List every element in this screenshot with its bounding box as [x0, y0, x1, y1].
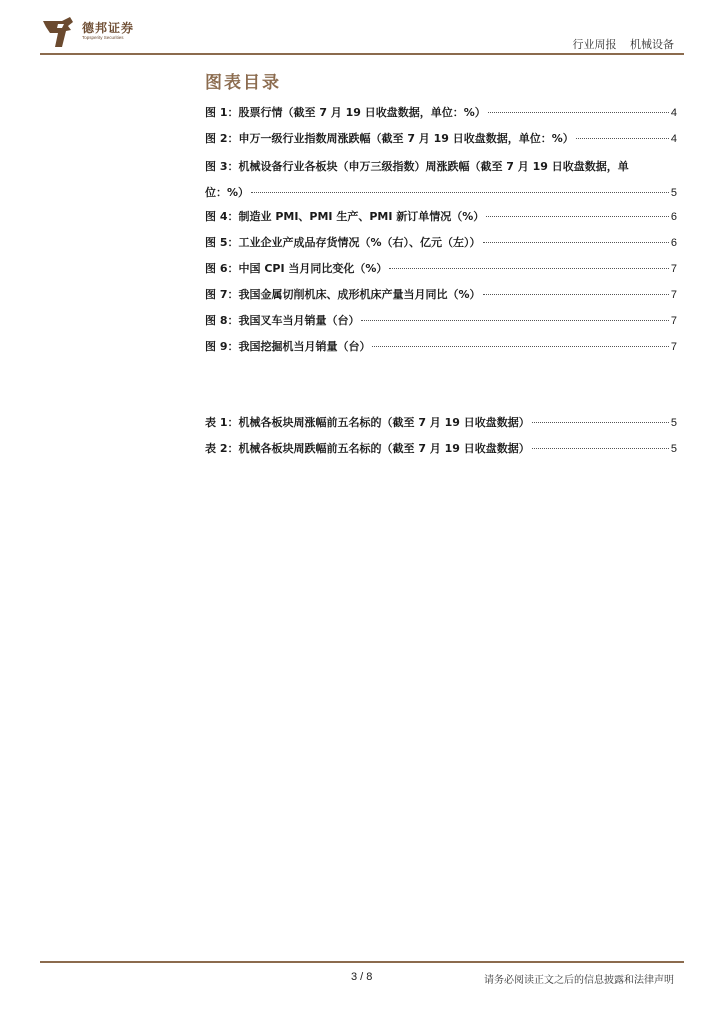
- toc-entry-text: 申万一级行业指数周涨跌幅（截至 7 月 19 日收盘数据，单位：%）: [238, 132, 574, 145]
- toc-title: 图表目录: [205, 73, 281, 93]
- toc-leader-dots: [576, 138, 669, 139]
- toc-entry-page: 7: [670, 341, 677, 353]
- toc-entry-label: 图 1：: [205, 106, 239, 119]
- toc-entry-page: 5: [670, 417, 677, 429]
- logo-text-en: Topsperity Securities: [82, 35, 124, 40]
- toc-entry-page: 6: [670, 237, 677, 249]
- toc-entry-label: 图 8：: [205, 314, 239, 327]
- toc-leader-dots: [486, 216, 669, 217]
- toc-entry-page: 7: [670, 315, 677, 327]
- figure-list: [205, 106, 677, 366]
- toc-entry-figure-9[interactable]: [205, 340, 677, 366]
- toc-entry-label: 图 6：: [205, 262, 239, 275]
- footer-divider: [40, 961, 684, 963]
- toc-entry-figure-3[interactable]: [205, 158, 677, 210]
- toc-entry-text: 我国挖掘机当月销量（台）: [238, 340, 371, 353]
- toc-entry-text: 机械各板块周涨幅前五名标的（截至 7 月 19 日收盘数据）: [238, 416, 530, 429]
- header-tags: [573, 36, 675, 52]
- toc-entry-text: 工业企业产成品存货情况（%（右）、亿元（左））: [238, 236, 481, 249]
- toc-entry-text: 股票行情（截至 7 月 19 日收盘数据，单位：%）: [238, 106, 486, 119]
- toc-entry-table-2[interactable]: [205, 442, 677, 468]
- toc-entry-page: 6: [670, 211, 677, 223]
- toc-entry-label: 表 2：: [205, 442, 239, 455]
- horse-logo-icon: [40, 16, 76, 50]
- toc-entry-text: 我国金属切削机床、成形机床产量当月同比（%）: [238, 288, 481, 301]
- toc-entry-page: 5: [670, 187, 677, 199]
- toc-entry-page: 7: [670, 289, 677, 301]
- header-tag-industry: 机械设备: [630, 38, 674, 51]
- toc-entry-text: 机械设备行业各板块（申万三级指数）周涨跌幅（截至 7 月 19 日收盘数据，单: [238, 160, 629, 173]
- toc-entry-table-1[interactable]: [205, 416, 677, 442]
- company-logo: [40, 16, 160, 50]
- toc-entry-figure-4[interactable]: [205, 210, 677, 236]
- toc-leader-dots: [532, 448, 669, 449]
- toc-entry-label: 图 5：: [205, 236, 239, 249]
- toc-leader-dots: [488, 112, 669, 113]
- toc-entry-figure-1[interactable]: [205, 106, 677, 132]
- toc-entry-text: 中国 CPI 当月同比变化（%）: [238, 262, 388, 275]
- toc-leader-dots: [372, 346, 668, 347]
- toc-leader-dots: [389, 268, 668, 269]
- toc-leader-dots: [532, 422, 669, 423]
- logo-text-cn: 德邦证券: [82, 21, 135, 35]
- toc-entry-figure-7[interactable]: [205, 288, 677, 314]
- footer-disclaimer: 请务必阅读正文之后的信息披露和法律声明: [484, 975, 674, 986]
- toc-leader-dots: [361, 320, 668, 321]
- toc-entry-figure-2[interactable]: [205, 132, 677, 158]
- toc-entry-label: 图 2：: [205, 132, 239, 145]
- toc-entry-figure-8[interactable]: [205, 314, 677, 340]
- toc-entry-page: 7: [670, 263, 677, 275]
- toc-entry-text: 机械各板块周跌幅前五名标的（截至 7 月 19 日收盘数据）: [238, 442, 530, 455]
- toc-entry-text: 制造业 PMI、PMI 生产、PMI 新订单情况（%）: [238, 210, 485, 223]
- toc-entry-text: 我国叉车当月销量（台）: [238, 314, 360, 327]
- toc-entry-label: 图 7：: [205, 288, 239, 301]
- table-list: [205, 416, 677, 468]
- toc-entry-label: 图 4：: [205, 210, 239, 223]
- toc-entry-page: 4: [670, 133, 677, 145]
- toc-entry-figure-5[interactable]: [205, 236, 677, 262]
- toc-entry-page: 5: [670, 443, 677, 455]
- header-tag-report-type: 行业周报: [572, 38, 617, 51]
- header-divider: [40, 53, 684, 55]
- toc-entry-label: 图 3：: [205, 160, 239, 173]
- toc-entry-page: 4: [670, 107, 677, 119]
- toc-entry-label: 图 9：: [205, 340, 239, 353]
- toc-entry-label: 表 1：: [205, 416, 239, 429]
- toc-leader-dots: [483, 294, 669, 295]
- toc-entry-figure-6[interactable]: [205, 262, 677, 288]
- toc-leader-dots: [483, 242, 669, 243]
- toc-leader-dots: [251, 192, 669, 193]
- toc-entry-text-continued: 位：%）: [205, 186, 250, 199]
- page-number: 3 / 8: [351, 971, 373, 983]
